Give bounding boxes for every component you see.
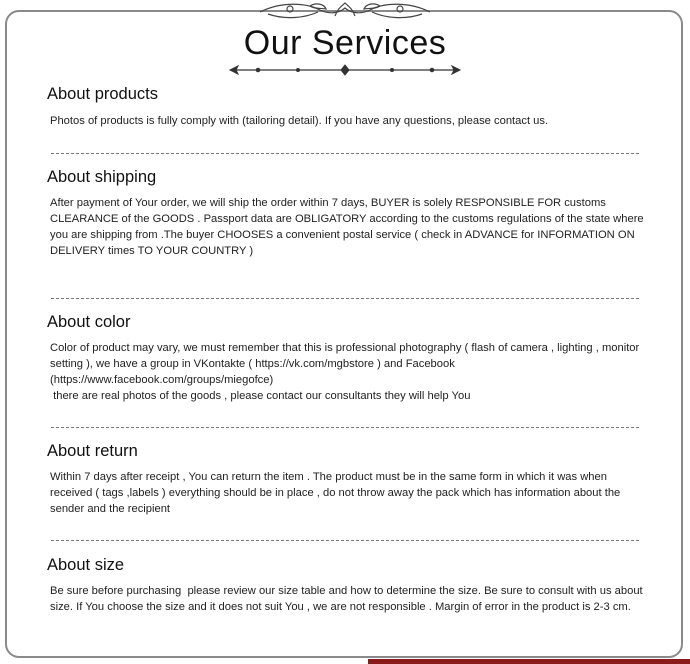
dashed-divider	[51, 427, 639, 428]
section-about-return	[47, 442, 647, 517]
section-body: Be sure before purchasing please review our size table and how to determine the size. Be sure to consult with us about size. If You choose the size and it does not suit You , we are not responsible . Margin of error in the product is 2-3 cm.	[50, 585, 643, 613]
section-heading: About size	[47, 556, 125, 574]
section-heading: About return	[47, 442, 138, 460]
section-body: Within 7 days after receipt , You can return the item . The product must be in the same form in which it was when received ( tags ,labels ) everything should be in place , do not throw away the pack which has information about the sender and the recipient	[50, 471, 621, 515]
section-heading: About shipping	[47, 168, 157, 186]
page-title: Our Services	[243, 24, 447, 62]
dashed-divider	[51, 153, 639, 154]
section-heading: About color	[47, 313, 131, 331]
section-body: After payment of Your order, we will ship the order within 7 days, BUYER is solely RESPONSIBLE FOR customs CLEARANCE of the GOODS . Passport data are OBLIGATORY according to the customs regulations of the state where you are shipping from .The buyer CHOOSES a convenient postal service ( check in ADVANCE for INFORMATION ON DELIVERY times TO YOUR COUNTRY )	[50, 197, 644, 257]
section-about-shipping	[47, 168, 647, 259]
header	[0, 0, 690, 80]
section-heading: About products	[47, 85, 158, 103]
bottom-accent-bar	[368, 659, 690, 664]
section-body: Photos of products is fully comply with (tailoring detail). If you have any questions, please contact us.	[50, 115, 549, 127]
top-flourish-ornament-icon	[250, 0, 440, 24]
section-body: Color of product may vary, we must remember that this is professional photography ( flash of camera , lighting , monitor setting ), we have a group in VKontakte ( https://vk.com/mgbstore ) and Facebook (https://www.facebook.com/groups/miegofce) there are real photos of the goods , please contact our consultants they will help You	[50, 342, 640, 402]
section-about-color	[47, 313, 647, 404]
arrow-divider-ornament-icon	[228, 63, 462, 77]
dashed-divider	[51, 540, 639, 541]
section-about-products	[47, 85, 647, 129]
dashed-divider	[51, 298, 639, 299]
section-about-size	[47, 556, 647, 615]
